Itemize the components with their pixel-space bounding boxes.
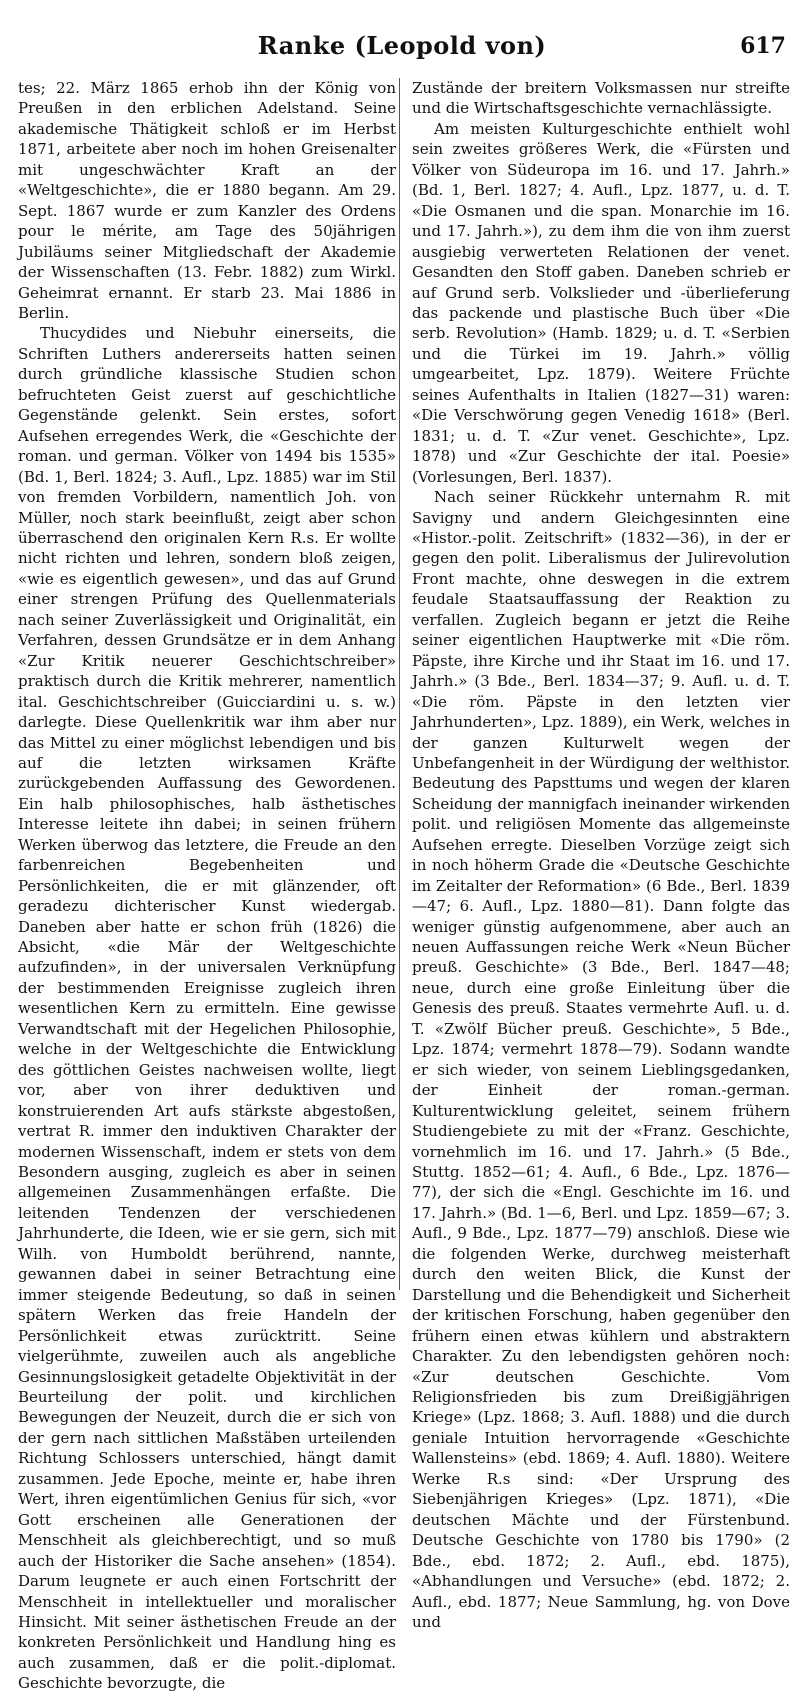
page-number: 617 bbox=[740, 33, 786, 59]
right-paragraph-3: Nach seiner Rückkehr unternahm R. mit Savigny und andern Gleichgesinnten eine «Histor.-polit. Zeitschrift» (1832—36), in der er gegen den polit. Liberalismus der Julirevolution Front machte, ohne deswegen in die extrem feudale Staatsauffassung der Reaktion zu verfallen. Zugleich begann er jetzt die Reihe seiner eigentlichen Hauptwerke mit «Die röm. Päpste, ihre Kirche und ihr Staat im 16. und 17. Jahrh.» (3 Bde., Berl. 1834—37; 9. Aufl. u. d. T. «Die röm. Päpste in den letzten vier Jahrhunderten», Lpz. 1889), ein Werk, welches in der ganzen Kulturwelt wegen der Unbefangenheit in der Würdigung der welthistor. Bedeutung des Papsttums und wegen der klaren Scheidung der mannigfach ineinander wirkenden polit. und religiösen Momente das allgemeinste Aufsehen erregte. Dieselben Vorzüge zeigt sich in noch höherm Grade die «Deutsche Geschichte im Zeitalter der Reformation» (6 Bde., Berl. 1839—47; 6. Aufl., Lpz. 1880—81). Dann folgte das weniger günstig aufgenommene, aber auch an neuen Auffassungen reiche Werk «Neun Bücher preuß. Geschichte» (3 Bde., Berl. 1847—48; neue, durch eine große Einleitung über die Genesis des preuß. Staates vermehrte Aufl. u. d. T. «Zwölf Bücher preuß. Geschichte», 5 Bde., Lpz. 1874; vermehrt 1878—79). Sodann wandte er sich wieder, von seinem Lieblingsgedanken, der Einheit der roman.-german. Kulturentwicklung geleitet, seinem frühern Studiengebiete zu mit der «Franz. Geschichte, vornehmlich im 16. und 17. Jahrh.» (5 Bde., Stuttg. 1852—61; 4. Aufl., 6 Bde., Lpz. 1876—77), der sich die «Engl. Geschichte im 16. und 17. Jahrh.» (Bd. 1—6, Berl. und Lpz. 1859—67; 3. Aufl., 9 Bde., Lpz. 1877—79) anschloß. Diese wie die folgenden Werke, durchweg meisterhaft durch den weiten Blick, die Kunst der Darstellung und die Behendigkeit und Sicherheit der kritischen Forschung, haben gegenüber den frühern einen etwas kühlern und abstraktern Charakter. Zu den lebendigsten gehören noch: «Zur deutschen Geschichte. Vom Religionsfrieden bis zum Dreißigjährigen Kriege» (Lpz. 1868; 3. Aufl. 1888) und die durch geniale Intuition hervorragende «Geschichte Wallensteins» (ebd. 1869; 4. Aufl. 1880). Weitere Werke R.s sind: «Der Ursprung des Siebenjährigen Krieges» (Lpz. 1871), «Die deutschen Mächte und der Fürstenbund. Deutsche Geschichte von 1780 bis 1790» (2 Bde., ebd. 1872; 2. Aufl., ebd. 1875), «Abhandlungen und Versuche» (ebd. 1872; 2. Aufl., ebd. 1877; Neue Sammlung, hg. von Dove und bbox=[412, 488, 790, 1631]
left-paragraph-1: tes; 22. März 1865 erhob ihn der König von Preußen in den erblichen Adelstand. Seine akademische Thätigkeit schloß er im Herbst 1871, arbeitete aber noch im hohen Greisenalter mit ungeschwächter Kraft an der «Weltgeschichte», die er 1880 begann. Am 29. Sept. 1867 wurde er zum Kanzler des Ordens pour le mérite, am Tage des 50jährigen Jubiläums seiner Mitgliedschaft der Akademie der Wissenschaften (13. Febr. 1882) zum Wirkl. Geheimrat ernannt. Er starb 23. Mai 1886 in Berlin. bbox=[18, 79, 396, 322]
column-divider bbox=[399, 78, 400, 1290]
left-paragraph-2: Thucydides und Niebuhr einerseits, die Schriften Luthers andererseits hatten seinen durch gründliche klassische Studien schon befruchteten Geist zuerst auf geschichtliche Gegenstände gelenkt. Sein erstes, sofort Aufsehen erregendes Werk, die «Geschichte der roman. und german. Völker von 1494 bis 1535» (Bd. 1, Berl. 1824; 3. Aufl., Lpz. 1885) war im Stil von fremden Vorbildern, namentlich Joh. von Müller, noch stark beeinflußt, zeigt aber schon überraschend den originalen Kern R.s. Er wollte nicht richten und lehren, sondern bloß zeigen, «wie es eigentlich gewesen», und das auf Grund einer strengen Prüfung des Quellenmaterials nach seiner Zuverlässigkeit und Originalität, ein Verfahren, dessen Grundsätze er in dem Anhang «Zur Kritik neuerer Geschichtschreiber» praktisch durch die Kritik mehrerer, namentlich ital. Geschichtschreiber (Guicciardini u. s. w.) darlegte. Diese Quellenkritik war ihm aber nur das Mittel zu einer möglichst lebendigen und bis auf die letzten wirksamen Kräfte zurückgebenden Auffassung des Gewordenen. Ein halb philosophisches, halb ästhetisches Interesse leitete ihn dabei; in seinen frühern Werken überwog das letztere, die Freude an den farbenreichen Begebenheiten und Persönlichkeiten, die er mit glänzender, oft geradezu dichterischer Kunst wiedergab. Daneben aber hatte er schon früh (1826) die Absicht, «die Mär der Weltgeschichte aufzufinden», in der universalen Verknüpfung der bestimmenden Ereignisse zugleich ihren wesentlichen Kern zu ermitteln. Eine gewisse Verwandtschaft mit der Hegelichen Philosophie, welche in der Weltgeschichte die Entwicklung des göttlichen Geistes nachweisen wollte, liegt vor, aber von ihrer deduktiven und konstruierenden Art aufs stärkste abgestoßen, vertrat R. immer den induktiven Charakter der modernen Wissenschaft, indem er stets von dem Besondern ausging, zugleich es aber in seinen allgemeinen Zusammenhängen erfaßte. Die leitenden Tendenzen der verschiedenen Jahrhunderte, die Ideen, wie er sie gern, sich mit Wilh. von Humboldt berührend, nannte, gewannen dabei in seiner Betrachtung eine immer steigende Bedeutung, so daß in seinen spätern Werken das freie Handeln der Persönlichkeit etwas zurücktritt. Seine vielgerühmte, zuweilen auch als angebliche Gesinnungslosigkeit getadelte Objektivität in der Beurteilung der polit. und kirchlichen Bewegungen der Neuzeit, durch die er sich von der gern nach sittlichen Maßstäben urteilenden Richtung Schlossers unterschied, hängt damit zusammen. Jede Epoche, meinte er, habe ihren Wert, ihren eigentümlichen Genius für sich, «vor Gott erscheinen alle Generationen der Menschheit als gleichberechtigt, und so muß auch der Historiker die Sache ansehen» (1854). Darum leugnete er auch einen Fortschritt der Menschheit in intellektueller und moralischer Hinsicht. Mit seiner ästhetischen Freude an der konkreten Persönlichkeit und Handlung hing es auch zusammen, daß er die polit.-diplomat. Geschichte bevorzugte, die bbox=[18, 324, 396, 1693]
page-header bbox=[18, 30, 786, 62]
running-head: Ranke (Leopold von) bbox=[257, 31, 547, 60]
right-paragraph-2: Am meisten Kulturgeschichte enthielt wohl sein zweites größeres Werk, die «Fürsten und Völker von Südeuropa im 16. und 17. Jahrh.» (Bd. 1, Berl. 1827; 4. Aufl., Lpz. 1877, u. d. T. «Die Osmanen und die span. Monarchie im 16. und 17. Jahrh.»), zu dem ihm die von ihm zuerst ausgiebig verwerteten Relationen der venet. Gesandten den Stoff gaben. Daneben schrieb er auf Grund serb. Volkslieder und -überlieferung das packende und plastische Buch über «Die serb. Revolution» (Hamb. 1829; u. d. T. «Serbien und die Türkei im 19. Jahrh.» völlig umgearbeitet, Lpz. 1879). Weitere Früchte seines Aufenthalts in Italien (1827—31) waren: «Die Verschwörung gegen Venedig 1618» (Berl. 1831; u. d. T. «Zur venet. Geschichte», Lpz. 1878) und «Zur Geschichte der ital. Poesie» (Vorlesungen, Berl. 1837). bbox=[412, 119, 790, 486]
left-column bbox=[18, 78, 396, 1694]
right-column bbox=[412, 78, 790, 1632]
right-paragraph-1: Zustände der breitern Volksmassen nur streifte und die Wirtschaftsgeschichte vernachlässigte. bbox=[412, 79, 790, 118]
